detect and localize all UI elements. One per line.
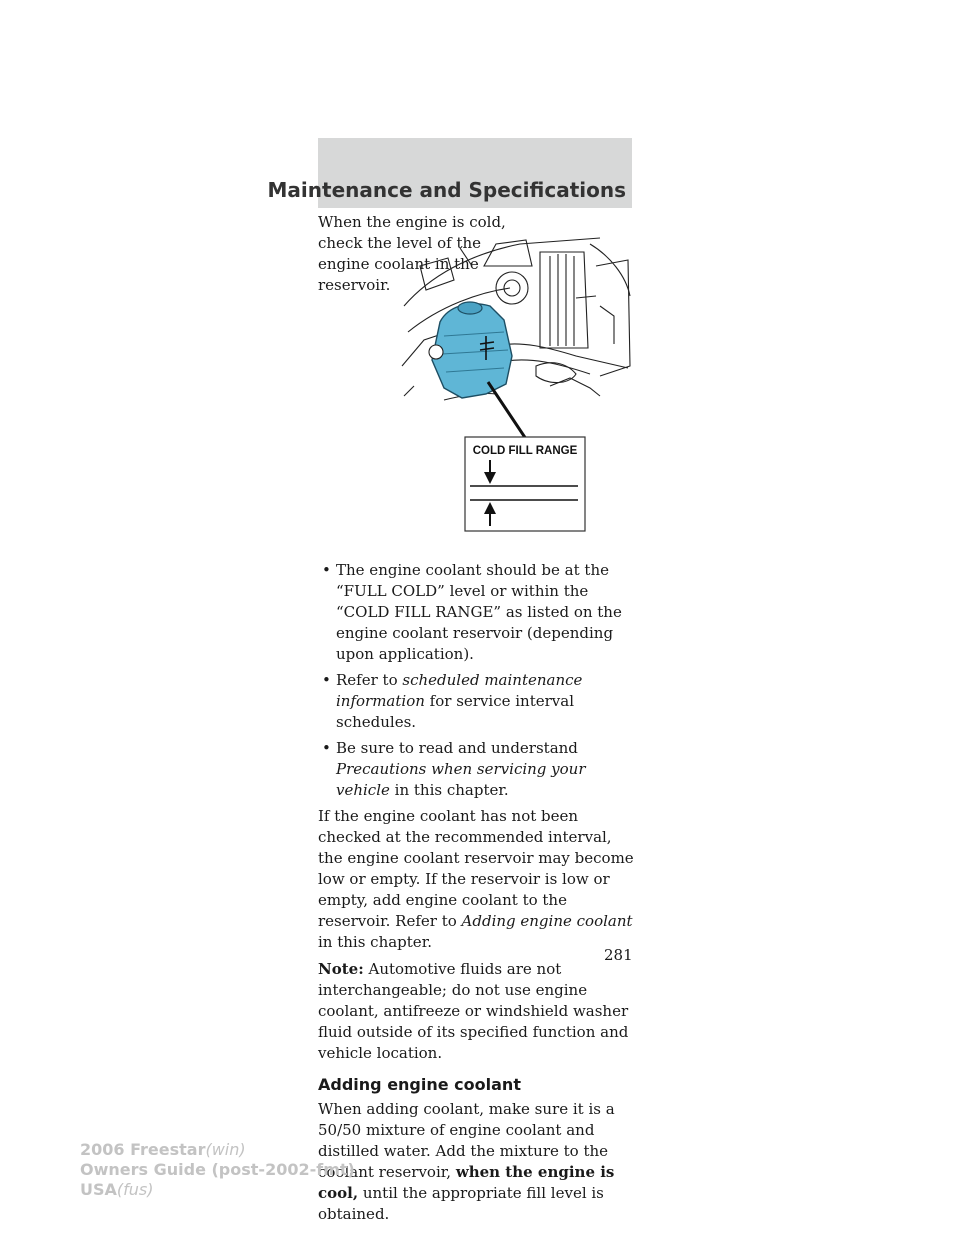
intro-paragraph: When the engine is cold, check the level of the engine coolant in the reservoir. [318, 213, 506, 294]
note-label: Note: [318, 960, 364, 978]
chapter-header-band [267, 138, 632, 208]
section-paragraph: When adding coolant, make sure it is a 50/50 mixture of engine coolant and distilled water. Add the mixture to the coolant reservoir, when the engine is cool, until the appropriate fill level is obtained. [318, 1100, 615, 1223]
cold-fill-range-label: COLD FILL RANGE [472, 445, 578, 457]
main-content [318, 560, 638, 1231]
coolant-reservoir-figure [400, 236, 632, 532]
bullet-list [318, 560, 638, 801]
page-number: 281 [604, 946, 633, 964]
bullet-item: • Refer to scheduled maintenance information for service interval schedules. [318, 670, 638, 733]
document-footer: 2006 Freestar(win) Owners Guide (post-2002-fmt) USA(fus) [80, 1140, 355, 1199]
bullet-item: • Be sure to read and understand Precautions when servicing your vehicle in this chapter. [318, 738, 638, 801]
reservoir-cap [458, 302, 482, 314]
cross-reference: scheduled maintenance information [336, 671, 583, 710]
cross-reference: Adding engine coolant [461, 912, 633, 930]
cross-reference: Precautions when servicing your vehicle [336, 760, 586, 799]
chapter-title: Maintenance and Specifications [267, 178, 626, 202]
engine-illustration [400, 236, 632, 532]
note-paragraph: Note: Automotive fluids are not interchangeable; do not use engine coolant, antifreeze or windshield washer fluid outside of its specified function and vehicle location. [318, 960, 629, 1062]
leader-line [488, 382, 528, 442]
bullet-item: • The engine coolant should be at the “FULL COLD” level or within the “COLD FILL RANGE” as listed on the engine coolant reservoir (depending upon application). [318, 560, 638, 665]
section-heading: Adding engine coolant [318, 1075, 521, 1094]
emphasis-bold: when the engine is cool, [318, 1163, 615, 1202]
body-paragraph: If the engine coolant has not been checked at the recommended interval, the engine coolant reservoir may become low or empty. If the reservoir is low or empty, add engine coolant to the reservoir. Refer to Adding engine coolant in this chapter. [318, 807, 634, 951]
